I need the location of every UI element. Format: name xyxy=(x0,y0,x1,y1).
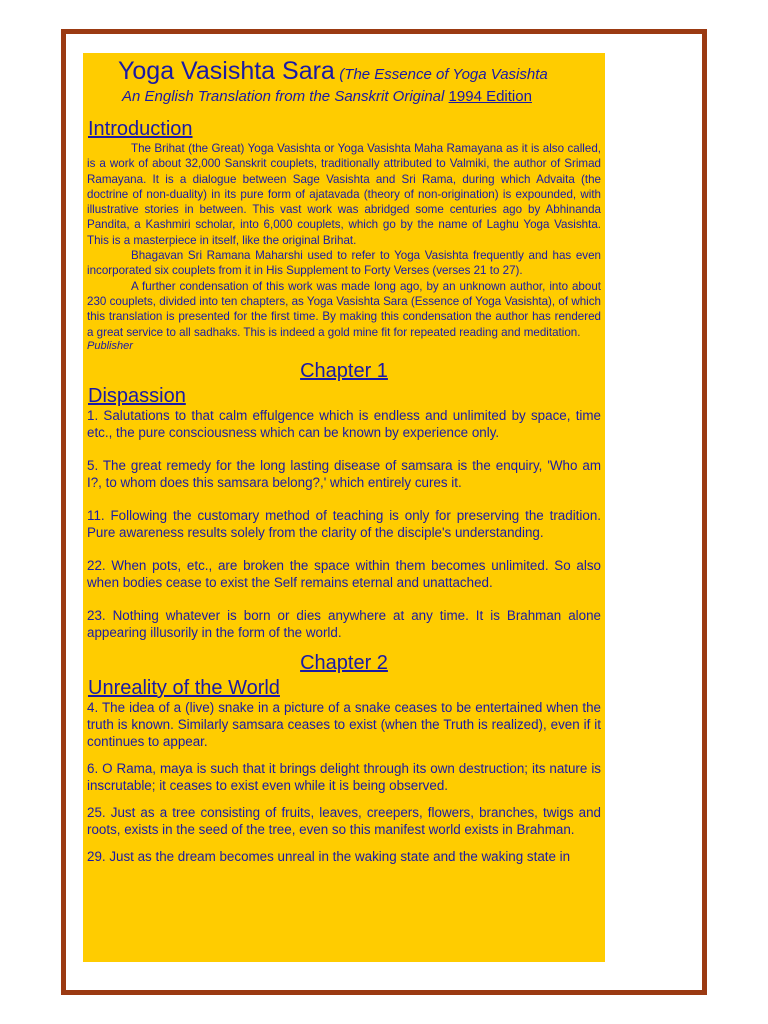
intro-paragraph-2: Bhagavan Sri Ramana Maharshi used to refer to Yoga Vasishta frequently and has even incorporated six couplets from it in His Supplement to Forty Verses (verses 21 to 27). xyxy=(87,249,601,278)
title-line xyxy=(118,57,601,86)
verse: 5. The great remedy for the long lasting disease of samsara is the enquiry, 'Who am I?, to whom does this samsara belong?,' which entirely cures it. xyxy=(87,457,601,490)
intro-paragraph-1: The Brihat (the Great) Yoga Vasishta or Yoga Vasishta Maha Ramayana as it is also called, is a work of about 32,000 Sanskrit couplets, traditionally attributed to Valmiki, the author of Srimad Ramayana. It is a dialogue between Sage Vasishta and Sri Rama, during which Advaita (the doctrine of non-duality) in its pure form of ajatavada (theory of non-origination) is expounded, with illustrative stories in between. This vast work was abridged some centuries ago by Abhinanda Pandita, a Kashmiri scholar, into 6,000 couplets, which go by the name of Laghu Yoga Vasishta. This is a masterpiece in itself, like the original Brihat. xyxy=(87,142,601,247)
subtitle xyxy=(122,88,601,105)
verse: 11. Following the customary method of teaching is only for preserving the tradition. Pure awareness results solely from the clarity of the disciple's understanding. xyxy=(87,507,601,540)
chapter-2-heading: Chapter 2 xyxy=(300,651,388,674)
subtitle-text: An English Translation from the Sanskrit Original xyxy=(122,88,445,105)
section-dispassion: Dispassion xyxy=(88,384,186,407)
page-title: Yoga Vasishta Sara xyxy=(118,57,335,85)
verse: 25. Just as a tree consisting of fruits, leaves, creepers, flowers, branches, twigs and roots, exists in the seed of the tree, even so this manifest world exists in Brahman. xyxy=(87,804,601,837)
verse: 22. When pots, etc., are broken the space within them becomes unlimited. So also when bodies cease to exist the Self remains eternal and unattached. xyxy=(87,557,601,590)
verse: 23. Nothing whatever is born or dies anywhere at any time. It is Brahman alone appearing illusorily in the form of the world. xyxy=(87,607,601,640)
verse: 1. Salutations to that calm effulgence which is endless and unlimited by space, time etc., the pure consciousness which can be known by experience only. xyxy=(87,407,601,440)
document-page xyxy=(83,53,605,962)
verse: 4. The idea of a (live) snake in a picture of a snake ceases to be entertained when the truth is known. Similarly samsara ceases to exist (when the Truth is realized), even if it continues to appear. xyxy=(87,699,601,749)
chapter-1-heading: Chapter 1 xyxy=(300,359,388,382)
edition-link[interactable]: 1994 Edition xyxy=(448,88,532,105)
intro-paragraph-3: A further condensation of this work was made long ago, by an unknown author, into about 230 couplets, divided into ten chapters, as Yoga Vasishta Sara (Essence of Yoga Vasishta), of which this translation is presented for the first time. By making this condensation the author has rendered a great service to all sadhaks. This is indeed a gold mine fit for repeated reading and meditation. xyxy=(87,279,601,339)
verse: 29. Just as the dream becomes unreal in the waking state and the waking state in xyxy=(87,848,571,864)
section-unreality-of-the-world: Unreality of the World xyxy=(88,676,280,699)
introduction-heading: Introduction xyxy=(88,118,193,140)
title-parenthetical: (The Essence of Yoga Vasishta xyxy=(339,66,548,83)
publisher-signature: Publisher xyxy=(87,339,133,352)
verse: 6. O Rama, maya is such that it brings delight through its own destruction; its nature is inscrutable; it ceases to exist even while it is being observed. xyxy=(87,760,601,793)
